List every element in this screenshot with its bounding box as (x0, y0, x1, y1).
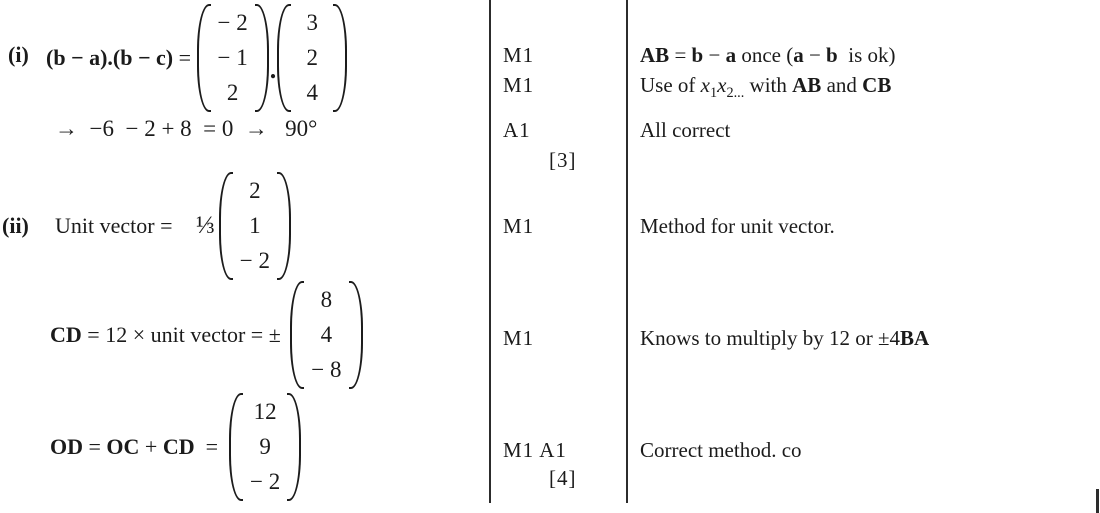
mark-od-m1a1: M1 A1 (503, 438, 567, 462)
vector-entries: 3 2 4 (306, 10, 319, 105)
comment-dot-product-use: Use of $x_1x_{2...}$ with AB and CB (640, 73, 892, 101)
part-ii-equation (55, 172, 291, 280)
mark-od-total: [4] (549, 466, 577, 490)
mark-i-m1a: M1 (503, 43, 535, 67)
part-ii-label: (ii) (2, 213, 29, 238)
cd-vector-column (290, 281, 362, 389)
comment-multiply-by-12: Knows to multiply by 12 or ±4BA (640, 326, 930, 350)
left-paren (290, 281, 304, 389)
column-divider-left (489, 0, 491, 503)
part-i-expression: (b − a).(b − c) = (46, 45, 197, 70)
one-third-fraction: ⅓ (196, 212, 215, 239)
left-paren (229, 393, 243, 501)
part-i-equation (46, 4, 347, 112)
vector-entries: 12 9 − 2 (250, 399, 281, 494)
vector-entries: 2 1 − 2 (239, 178, 270, 273)
unit-vector-column (219, 172, 291, 280)
page-edge-mark (1096, 489, 1099, 513)
vector-entries: − 2 − 1 2 (217, 10, 248, 105)
part-i-result-line: → −6 − 2 + 8 = 0 → 90° (55, 116, 318, 141)
column-divider-right (626, 0, 628, 503)
right-paren (287, 393, 301, 501)
part-i-label: (i) (8, 42, 29, 67)
right-paren (277, 172, 291, 280)
cd-expression: CD = 12 × unit vector = ± (50, 322, 287, 347)
comment-correct-method: Correct method. co (640, 438, 802, 462)
cd-equation (50, 281, 363, 389)
od-expression: OD = OC + CD = (50, 434, 230, 459)
vector-entries: 8 4 − 8 (311, 287, 342, 382)
comment-ab-definition: AB = b − a once (a − b is ok) (640, 43, 896, 67)
comment-all-correct: All correct (640, 118, 731, 142)
left-paren (197, 4, 211, 112)
mark-ii-m1: M1 (503, 214, 535, 238)
mark-i-total: [3] (549, 148, 577, 172)
comment-unit-vector-method: Method for unit vector. (640, 214, 835, 238)
mark-cd-m1: M1 (503, 326, 535, 350)
unit-vector-expression: Unit vector = (55, 213, 178, 238)
dot-product-dot: . (269, 55, 277, 84)
column-vector-b-minus-a (197, 4, 269, 112)
column-vector-b-minus-c (277, 4, 347, 112)
right-paren (255, 4, 269, 112)
mark-i-a1: A1 (503, 118, 531, 142)
od-equation (50, 393, 301, 501)
right-paren (349, 281, 363, 389)
left-paren (277, 4, 291, 112)
right-paren (333, 4, 347, 112)
left-paren (219, 172, 233, 280)
mark-i-m1b: M1 (503, 73, 535, 97)
od-vector-column (229, 393, 301, 501)
